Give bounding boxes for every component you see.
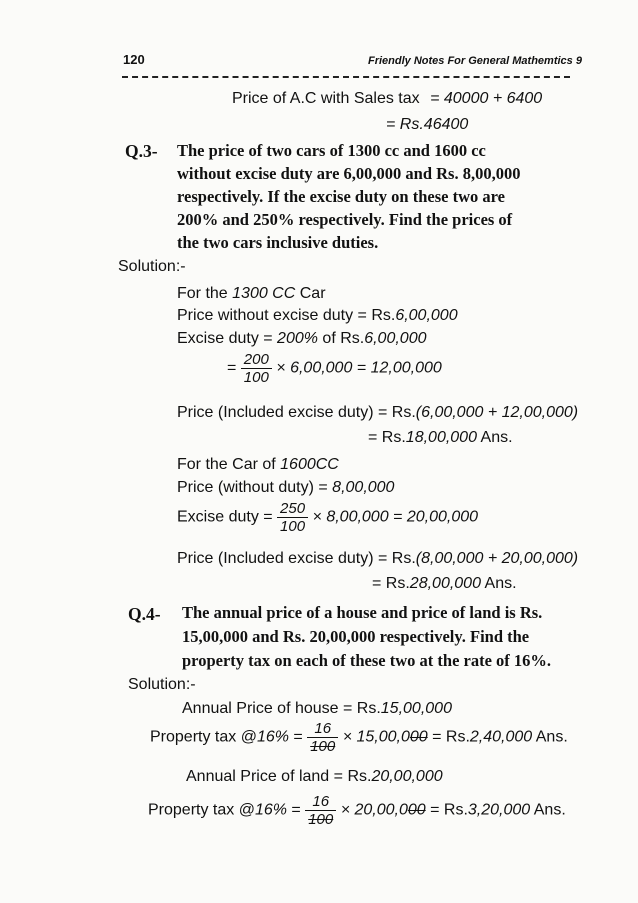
car1-price-included: Price (Included excise duty) = Rs.(6,00,000 + 12,00,000): [177, 404, 579, 421]
q3-question: [177, 139, 567, 254]
land-price: Annual Price of land = Rs.20,00,000: [186, 768, 443, 785]
car2-answer: = Rs.28,00,000 Ans.: [372, 575, 517, 592]
q4-line: property tax on each of these two at the rate of 16%.: [182, 651, 552, 670]
car1-excise-calc: = $\frac{200}{100}$ × 6,00,000 = 12,00,000: [227, 351, 442, 386]
ac-price-result: = Rs.46400: [386, 116, 469, 133]
ac-price-line: Price of A.C with Sales tax = 40000 + 6400: [232, 90, 543, 107]
house-price: Annual Price of house = Rs.15,00,000: [182, 700, 452, 717]
header-rule: [122, 76, 570, 78]
q3-line: The price of two cars of 1300 cc and 1600 cc: [177, 141, 486, 160]
car2-excise-calc: Excise duty = $\frac{250}{100}$ × 8,00,000 = 20,00,000: [177, 500, 479, 535]
q4-question: [182, 601, 570, 673]
q4-solution-label: Solution:-: [128, 676, 196, 693]
car1-excise-duty: Excise duty = 200% of Rs.6,00,000: [177, 330, 427, 347]
fraction: $\frac{16}{100}$: [305, 793, 336, 828]
house-tax-calc: Property tax @16% = $\frac{16}{100}$ × 15,00,000 = Rs.2,40,000 Ans.: [150, 720, 568, 755]
q3-line: 200% and 250% respectively. Find the prices of: [177, 210, 513, 229]
q3-line: without excise duty are 6,00,000 and Rs. 8,00,000: [177, 164, 521, 183]
q4-number: Q.4-: [128, 604, 161, 624]
fraction: $\frac{250}{100}$: [277, 500, 308, 535]
land-tax-calc: Property tax @16% = $\frac{16}{100}$ × 20,00,000 = Rs.3,20,000 Ans.: [148, 793, 566, 828]
q3-line: respectively. If the excise duty on these two are: [177, 187, 505, 206]
car2-price-without-duty: Price (without duty) = 8,00,000: [177, 479, 395, 496]
car1-price-without-duty: Price without excise duty = Rs.6,00,000: [177, 307, 458, 324]
car2-price-included: Price (Included excise duty) = Rs.(8,00,000 + 20,00,000): [177, 550, 579, 567]
fraction: $\frac{16}{100}$: [307, 720, 338, 755]
q3-line: the two cars inclusive duties.: [177, 233, 379, 252]
car1-heading: For the 1300 CC Car: [177, 285, 326, 302]
q4-line: The annual price of a house and price of land is Rs.: [182, 603, 543, 622]
q4-line: 15,00,000 and Rs. 20,00,000 respectively. Find the: [182, 627, 530, 646]
q3-number: Q.3-: [125, 141, 158, 161]
fraction: $\frac{200}{100}$: [241, 351, 272, 386]
book-title: Friendly Notes For General Mathemtics 9: [368, 55, 582, 67]
q3-solution-label: Solution:-: [118, 258, 186, 275]
car1-answer: = Rs.18,00,000 Ans.: [368, 429, 513, 446]
page-number: 120: [123, 52, 145, 67]
car2-heading: For the Car of 1600CC: [177, 456, 339, 473]
